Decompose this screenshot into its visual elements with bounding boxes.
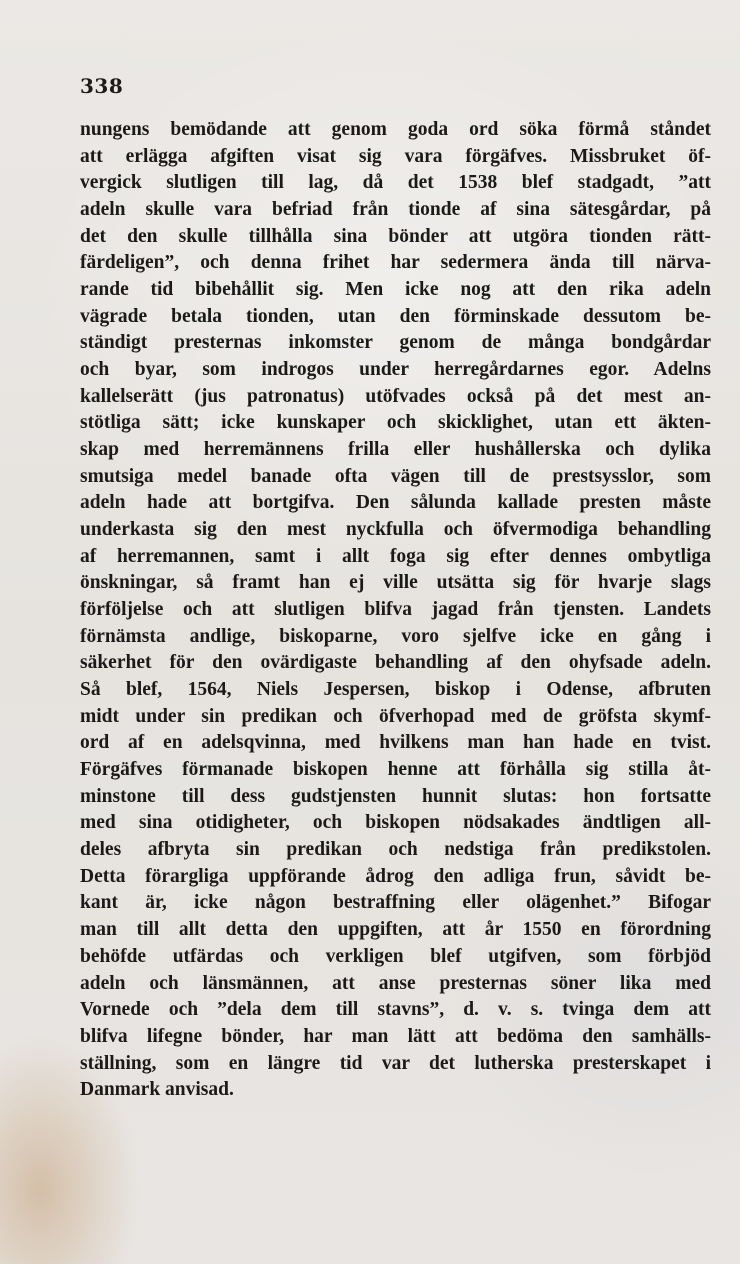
body-text bbox=[80, 117, 711, 1104]
text-line: rande tid bibehållit sig. Men icke nog att den rika adeln bbox=[80, 279, 711, 301]
text-line: det den skulle tillhålla sina bönder att utgöra tionden rätt- bbox=[80, 225, 711, 247]
text-line: af herremannen, samt i allt foga sig efter dennes ombytliga bbox=[80, 545, 711, 567]
text-line: ord af en adelsqvinna, med hvilkens man han hade en tvist. bbox=[80, 732, 711, 754]
text-line: säkerhet för den ovärdigaste behandling af den ohyfsade adeln. bbox=[80, 652, 711, 674]
text-line: nungens bemödande att genom goda ord söka förmå ståndet bbox=[80, 119, 711, 140]
text-line: deles afbryta sin predikan och nedstiga från predikstolen. bbox=[80, 839, 711, 861]
text-line: underkasta sig den mest nyckfulla och öfvermodiga behandling bbox=[80, 519, 711, 541]
text-line: Detta förargliga uppförande ådrog den adliga frun, såvidt be- bbox=[80, 865, 711, 887]
text-line: smutsiga medel banade ofta vägen till de prestsysslor, som bbox=[80, 465, 711, 487]
text-line: adeln skulle vara befriad från tionde af sina sätesgårdar, på bbox=[80, 199, 711, 221]
text-line: minstone till dess gudstjensten hunnit slutas: hon fortsatte bbox=[80, 785, 711, 807]
text-line: Vornede och ”dela dem till stavns”, d. v. s. tvinga dem att bbox=[80, 999, 711, 1021]
text-line: förföljelse och att slutligen blifva jagad från tjensten. Landets bbox=[80, 599, 711, 621]
text-line: kant är, icke någon bestraffning eller olägenhet.” Bifogar bbox=[80, 892, 711, 914]
text-line: man till allt detta den uppgiften, att år 1550 en förordning bbox=[80, 919, 711, 941]
text-line: önskningar, så framt han ej ville utsätta sig för hvarje slags bbox=[80, 572, 711, 594]
text-line: och byar, som indrogos under herregårdarnes egor. Adelns bbox=[80, 359, 711, 381]
text-line: behöfde utfärdas och verkligen blef utgifven, som förbjöd bbox=[80, 945, 711, 967]
text-line: midt under sin predikan och öfverhopad med de gröfsta skymf- bbox=[80, 705, 711, 727]
page-number: 338 bbox=[80, 74, 124, 98]
text-line: blifva lifegne bönder, har man lätt att bedöma den samhälls- bbox=[80, 1025, 711, 1047]
text-line: Så blef, 1564, Niels Jespersen, biskop i Odense, afbruten bbox=[80, 679, 711, 701]
text-line: adeln och länsmännen, att anse presternas söner lika med bbox=[80, 972, 711, 994]
text-line: Förgäfves förmanade biskopen henne att förhålla sig stilla åt- bbox=[80, 759, 711, 781]
text-line: med sina otidigheter, och biskopen nödsakades ändtligen all- bbox=[80, 812, 711, 834]
text-line: förnämsta andlige, biskoparne, voro sjelfve icke en gång i bbox=[80, 625, 711, 647]
text-line: att erlägga afgiften visat sig vara förgäfves. Missbruket öf- bbox=[80, 145, 711, 167]
text-line: adeln hade att bortgifva. Den sålunda kallade presten måste bbox=[80, 492, 711, 514]
text-line: ställning, som en längre tid var det lutherska presterskapet i bbox=[80, 1052, 711, 1074]
text-line: vergick slutligen till lag, då det 1538 blef stadgadt, ”att bbox=[80, 172, 711, 194]
text-line: skap med herremännens frilla eller hushållerska och dylika bbox=[80, 439, 711, 461]
text-line: stötliga sätt; icke kunskaper och skicklighet, utan ett äkten- bbox=[80, 412, 711, 434]
text-line: ständigt presternas inkomster genom de många bondgårdar bbox=[80, 332, 711, 354]
text-line: vägrade betala tionden, utan den förminskade dessutom be- bbox=[80, 305, 711, 327]
text-line: Danmark anvisad. bbox=[80, 1079, 234, 1101]
text-line: färdeligen”, och denna frihet har sedermera ända till närva- bbox=[80, 252, 711, 274]
text-line: kallelserätt (jus patronatus) utöfvades också på det mest an- bbox=[80, 385, 711, 407]
